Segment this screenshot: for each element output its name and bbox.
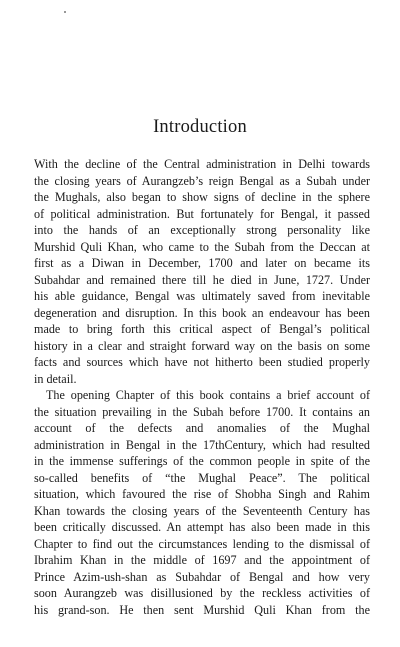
text-line: Prince Azim-ush-shan as Subahdar of Bengal and how very (34, 569, 370, 584)
paragraph-1 (34, 156, 370, 387)
text-line: degeneration and disruption. In this book an endeavour has been (34, 305, 370, 320)
text-line: in detail. (34, 371, 77, 386)
text-line: situation, which favoured the rise of Shobha Singh and Rahim (34, 487, 370, 501)
text-line: the Mughals, also began to show signs of decline in the sphere (34, 190, 370, 204)
text-line: first as a Diwan in December, 1700 and later on became its (34, 256, 370, 270)
text-line: history in a clear and straight forward way on the basis on some (34, 338, 370, 353)
text-line: facts and sources which have not hitherto been studied properly (34, 355, 370, 369)
text-line: With the decline of the Central administration in Delhi towards (34, 157, 370, 171)
text-line: of political administration. But fortunately for Bengal, it passed (34, 206, 370, 221)
text-line: the situation prevailing in the Subah before 1700. It contains an (34, 404, 370, 419)
print-speck (64, 11, 66, 13)
text-line: Subahdar and remained there till he died in June, 1727. Under (34, 272, 370, 287)
text-line: administration in Bengal in the 17thCentury, which had resulted (34, 437, 370, 452)
text-line: account of the defects and anomalies of the Mughal (34, 421, 370, 435)
text-line: made to bring forth this critical aspect of Bengal’s political (34, 322, 370, 336)
text-line: in the immense sufferings of the common people in spite of the (34, 454, 370, 468)
text-line: Ibrahim Khan in the middle of 1697 and the appointment of (34, 553, 370, 567)
text-line: Murshid Quli Khan, who came to the Subah from the Deccan at (34, 239, 370, 254)
text-line: the closing years of Aurangzeb’s reign Bengal as a Subah under (34, 173, 370, 188)
text-line: so-called benefits of “the Mughal Peace”. The political (34, 470, 370, 485)
text-line: Chapter to find out the circumstances lending to the dismissal of (34, 536, 370, 551)
text-line: The opening Chapter of this book contains a brief account of (46, 388, 370, 402)
text-line: soon Aurangzeb was disillusioned by the reckless activities of (34, 586, 370, 600)
chapter-title: Introduction (153, 117, 247, 137)
body-text (34, 156, 370, 618)
text-line: Khan towards the closing years of the Seventeenth Century has (34, 503, 370, 518)
text-line: been critically discussed. An attempt has also been made in this (34, 520, 370, 534)
text-line: his able guidance, Bengal was ultimately saved from inevitable (34, 289, 370, 303)
text-line: into the hands of an exceptionally strong personality like (34, 223, 370, 237)
text-line: his grand-son. He then sent Murshid Quli Khan from the (34, 602, 370, 617)
paragraph-2 (34, 387, 370, 618)
